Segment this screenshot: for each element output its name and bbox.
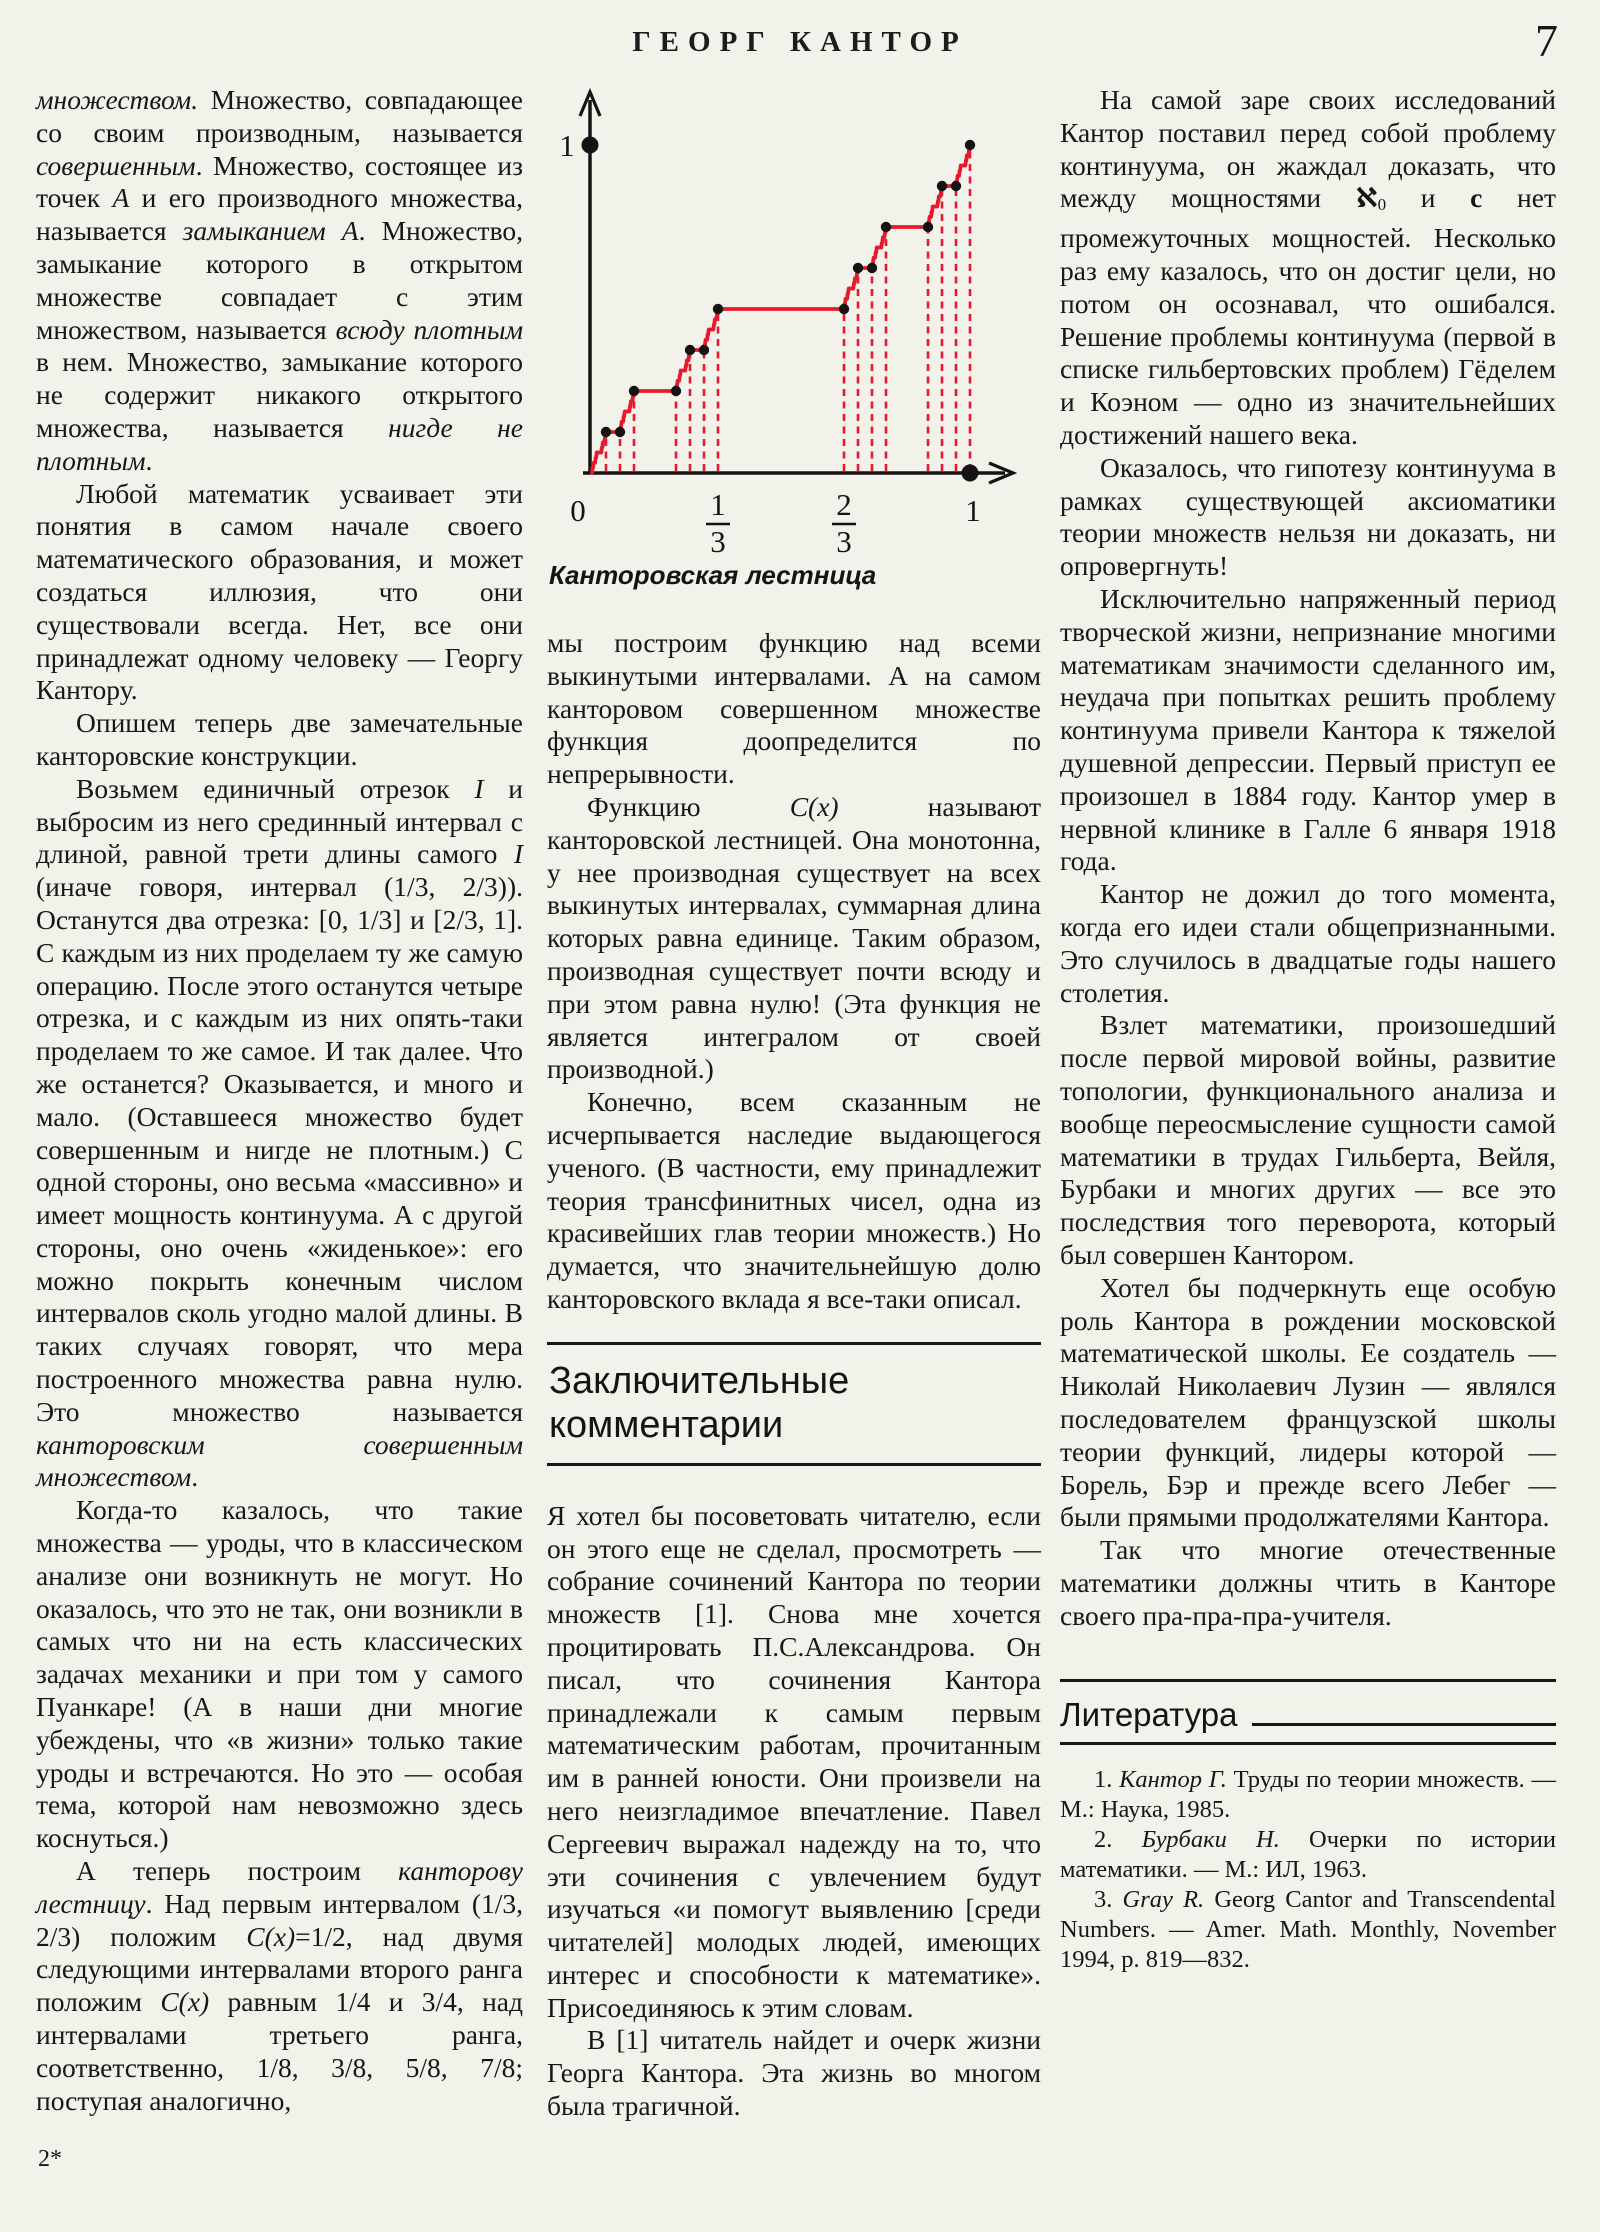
column-left xyxy=(36,84,523,2117)
svg-text:3: 3 xyxy=(710,524,726,554)
paragraph: Взлет математики, произошедший после первой мировой войны, развитие топологии, функционального анализа и вообще переосмысление сущности самой математики в трудах Гильберта, Вейля, Бурбаки и многих других — все это последствия того переворота, который был совершен Кантором. xyxy=(1060,1009,1556,1270)
references-list xyxy=(1060,1765,1556,1975)
paragraph: множеством. Множество, совпадающее со своим производным, называется совершенным. Множество, состоящее из точек A и его производного множества, называется замыканием A. Множество, замыкание которого в открытом множестве совпадает с этим множеством, называется всюду плотным в нем. Множество, замыкание которого не содержит никакого открытого множества, называется нигде не плотным. xyxy=(36,84,524,476)
paragraph: А теперь построим канторову лестницу. Над первым интервалом (1/3, 2/3) положим C(x)=1/2, над двумя следующими интервалами второго ранга положим C(x) равным 1/4 и 3/4, над интервалами третьего ранга, соответственно, 1/8, 3/8, 5/8, 7/8; поступая аналогично, xyxy=(36,1855,523,2116)
paragraph: Исключительно напряженный период творческой жизни, непризнание многими математикам значимости сделанного им, неудача при попытках решить проблему континуума привели Кантора к тяжелой душевной депрессии. Первый приступ ее произошел в 1884 году. Кантор умер в нервной клинике в Галле 6 января 1918 года. xyxy=(1060,583,1556,877)
column-right xyxy=(1060,84,1556,1975)
figure-caption: Канторовская лестница xyxy=(549,560,877,590)
paragraph: Я хотел бы посоветовать читателю, если он этого еще не сделал, просмотреть — собрание сочинений Кантора по теории множеств [1]. Снова мне хочется процитировать П.С.Александрова. Он писал, что сочинения Кантора принадлежали к самым первым математическим работам, прочитанным им в ранней юности. Они произвели на него неизгладимое впечатление. Павел Сергеевич выражал надежду на то, что эти сочинения с увлечением будут изучаться «и помогут выявлению [среди читателей] молодых людей, имеющих интерес и способности к математике». Присоединяюсь к этим словам. xyxy=(547,1499,1041,2023)
middle-text-bottom xyxy=(547,1500,1041,2123)
paragraph: мы построим функцию над всеми выкинутыми интервалами. А на самом канторовом совершенном множестве функция доопределится по непрерывности. xyxy=(547,627,1041,790)
svg-text:3: 3 xyxy=(836,524,852,554)
section-heading-final-comments xyxy=(547,1342,1041,1466)
paragraph: Опишем теперь две замечательные канторовские конструкции. xyxy=(36,707,523,771)
paragraph: В [1] читатель найдет и очерк жизни Георга Кантора. Эта жизнь во многом была трагичной. xyxy=(547,2024,1041,2122)
svg-text:2: 2 xyxy=(836,487,852,522)
heading-rule xyxy=(1252,1723,1557,1726)
paragraph: Возьмем единичный отрезок I и выбросим из него срединный интервал с длиной, равной трети длины самого I (иначе говоря, интервал (1/3, 2/3)). Останутся два отрезка: [0, 1/3] и [2/3, 1]. С каждым из них проделаем ту же самую операцию. После этого останутся четыре отрезка, и с каждым из них опять-таки проделаем то же самое. И так далее. Что же останется? Оказывается, и много и мало. (Оставшееся множество будет совершенным и нигде не плотным.) С одной стороны, оно весьма «массивно» и имеет мощность континуума. А с другой стороны, оно очень «жиденькое»: его можно покрыть конечным числом интервалов сколь угодно малой длины. В таких случаях говорят, что мера построенного множества равна нулю. Это множество называется канторовским совершенным множеством. xyxy=(36,772,523,1493)
footnote-mark: 2* xyxy=(38,2146,62,2172)
heading-line: комментарии xyxy=(549,1403,784,1446)
svg-text:0: 0 xyxy=(570,493,586,528)
paragraph: Функцию C(x) называют канторовской лестницей. Она монотонна, у нее производная существует на всех выкинутых интервалах, суммарная длина которых равна единице. Таким образом, производная существует почти всюду и при этом равна нулю! (Эта функция не является интегралом от своей производной.) xyxy=(547,790,1041,1085)
middle-text-top xyxy=(547,627,1041,1316)
column-middle xyxy=(547,84,1041,2123)
svg-text:1: 1 xyxy=(965,493,981,528)
page-title: ГЕОРГ КАНТОР xyxy=(632,26,968,58)
paragraph: Оказалось, что гипотезу континуума в рамках существующей аксиоматики теории множеств нельзя ни доказать, ни опровергнуть! xyxy=(1060,451,1556,582)
heading-rule xyxy=(1060,1742,1556,1745)
right-text xyxy=(1060,84,1556,1633)
paragraph: На самой заре своих исследований Кантор поставил перед собой проблему континуума, он жаждал доказать, что между мощностями ℵ0 и c нет промежуточных мощностей. Несколько раз ему казалось, что он достиг цели, но потом он осознавал, что ошибался. Решение проблемы континуума (первой в списке гильбертовских проблем) Гёделем и Коэном — одно из значительнейших достижений нашего века. xyxy=(1060,84,1556,451)
page-number: 7 xyxy=(1535,15,1558,66)
svg-text:1: 1 xyxy=(559,128,575,163)
literature-heading: Литература xyxy=(1060,1695,1238,1733)
cantor-staircase-figure xyxy=(547,84,1041,591)
paragraph: Хотел бы подчеркнуть еще особую роль Кантора в рождении московской математической школы. Ее создатель — Николай Николаевич Лузин — являлся последователем французской школы теории функций, лидеры которой — Борель, Бэр и прежде всего Лебег — были прямыми продолжателями Кантора. xyxy=(1060,1271,1556,1533)
paragraph: Так что многие отечественные математики должны чтить в Канторе своего пра-пра-пра-учителя. xyxy=(1060,1534,1556,1631)
literature-section xyxy=(1060,1679,1556,1975)
paragraph: Конечно, всем сказанным не исчерпывается наследие выдающегося ученого. (В частности, ему принадлежит теория трансфинитных чисел, одна из красивейших глав теории множеств.) Но думается, что значительнейшую долю канторовского вклада я все-таки описал. xyxy=(547,1086,1041,1314)
cantor-staircase-chart xyxy=(547,84,1041,554)
paragraph: Когда-то казалось, что такие множества — уроды, что в классическом анализе они возникнуть не могут. Но оказалось, что это не так, они возникли в самых что ни на есть классических задачах механики и при том у самого Пуанкаре! (А в наши дни многие убеждены, что «в жизни» только такие уроды и встречаются. Но это — особая тема, которой нам невозможно здесь коснуться.) xyxy=(36,1494,523,1854)
heading-line: Заключительные xyxy=(549,1359,850,1402)
paragraph: 1. Кантор Г. Труды по теории множеств. — М.: Наука, 1985. xyxy=(1060,1765,1556,1823)
svg-text:1: 1 xyxy=(710,487,726,522)
paragraph: 3. Gray R. Georg Cantor and Transcendental Numbers. — Amer. Math. Monthly, November 1994, p. 819—832. xyxy=(1060,1885,1556,1973)
paragraph: Кантор не дожил до того момента, когда его идеи стали общепризнанными. Это случилось в двадцатые годы нашего столетия. xyxy=(1060,878,1556,1008)
paragraph: 2. Бурбаки Н. Очерки по истории математики. — М.: ИЛ, 1963. xyxy=(1060,1825,1557,1883)
paragraph: Любой математик усваивает эти понятия в самом начале своего математического образования, и может создаться иллюзия, что они существовали всегда. Нет, все они принадлежат одному человеку — Георгу Кантору. xyxy=(36,477,523,706)
